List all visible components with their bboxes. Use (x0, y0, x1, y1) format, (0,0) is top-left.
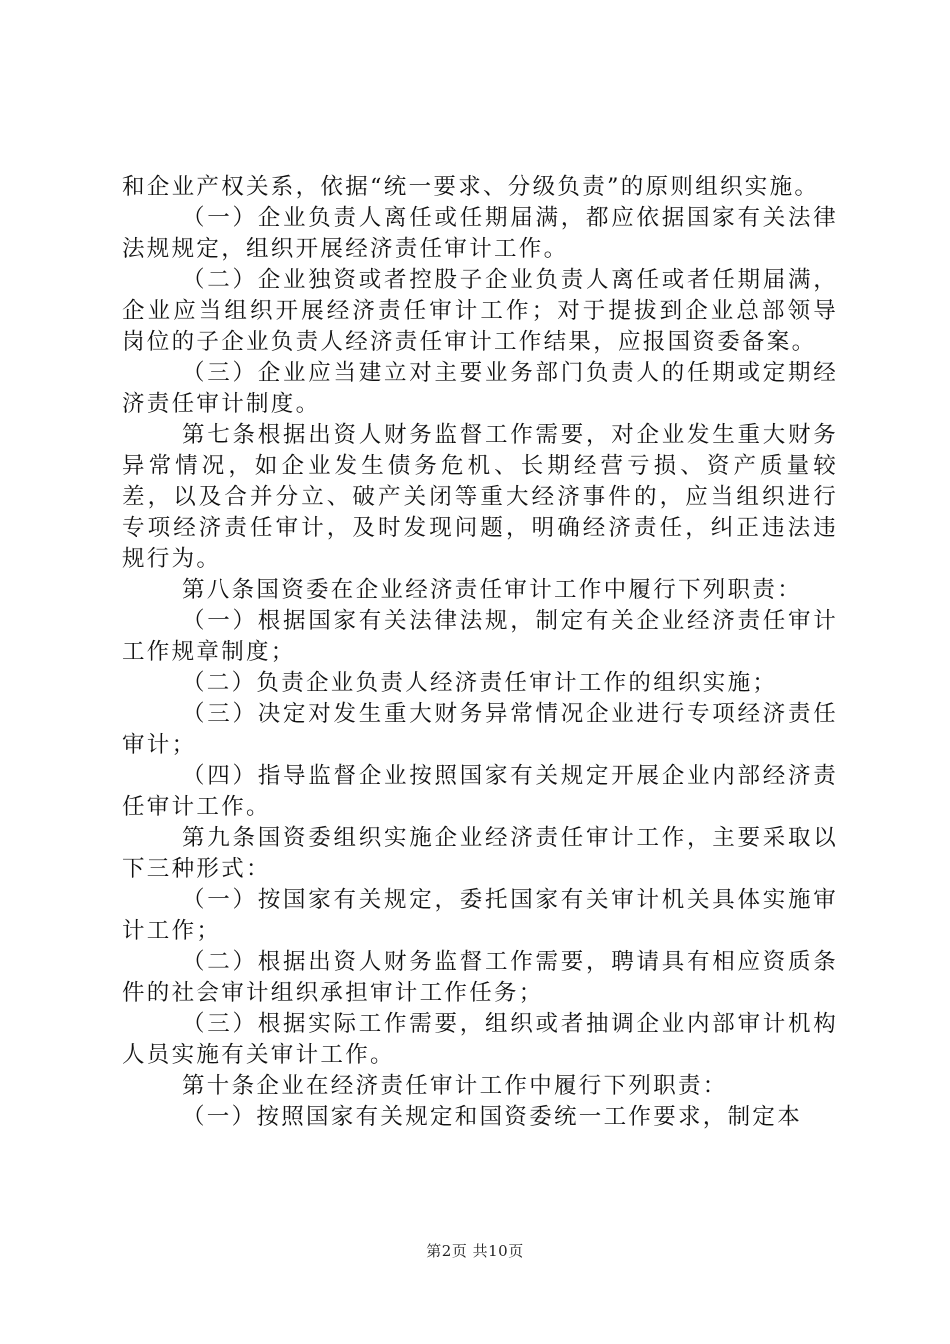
paragraph: （二）负责企业负责人经济责任审计工作的组织实施； (182, 670, 778, 696)
paragraph: 第七条根据出资人财务监督工作需要，对企业发生重大财务异常情况，如企业发生债务危机、长期经营亏损、资产质量较差，以及合并分立、破产关闭等重大经济事件的，应当组织进行专项经济责任审计，及时发现问题，明确经济责任，纠正违法违规行为。 (122, 422, 838, 572)
page-number-footer: 第2页 共10页 (426, 1242, 524, 1260)
paragraph: 和企业产权关系，依据“统一要求、分级负责”的原则组织实施。 (122, 174, 820, 200)
paragraph: 第八条国资委在企业经济责任审计工作中履行下列职责： (182, 577, 803, 603)
paragraph: （一）按国家有关规定，委托国家有关审计机关具体实施审计工作； (122, 887, 838, 944)
paragraph: 第十条企业在经济责任审计工作中履行下列职责： (182, 1073, 728, 1099)
paragraph: （一）根据国家有关法律法规，制定有关企业经济责任审计工作规章制度； (122, 608, 838, 665)
paragraph: （一）企业负责人离任或任期届满，都应依据国家有关法律法规规定，组织开展经济责任审计工作。 (122, 205, 838, 262)
paragraph: （一）按照国家有关规定和国资委统一工作要求，制定本 (182, 1104, 803, 1130)
document-body (122, 172, 838, 1133)
paragraph: （二）企业独资或者控股子企业负责人离任或者任期届满，企业应当组织开展经济责任审计工作；对于提拔到企业总部领导岗位的子企业负责人经济责任审计工作结果，应报国资委备案。 (122, 267, 838, 355)
paragraph: （二）根据出资人财务监督工作需要，聘请具有相应资质条件的社会审计组织承担审计工作任务； (122, 949, 838, 1006)
paragraph: （三）决定对发生重大财务异常情况企业进行专项经济责任审计； (122, 701, 838, 758)
paragraph: （三）根据实际工作需要，组织或者抽调企业内部审计机构人员实施有关审计工作。 (122, 1011, 838, 1068)
paragraph: （三）企业应当建立对主要业务部门负责人的任期或定期经济责任审计制度。 (122, 360, 838, 417)
paragraph: 第九条国资委组织实施企业经济责任审计工作，主要采取以下三种形式： (122, 825, 838, 882)
paragraph: （四）指导监督企业按照国家有关规定开展企业内部经济责任审计工作。 (122, 763, 838, 820)
